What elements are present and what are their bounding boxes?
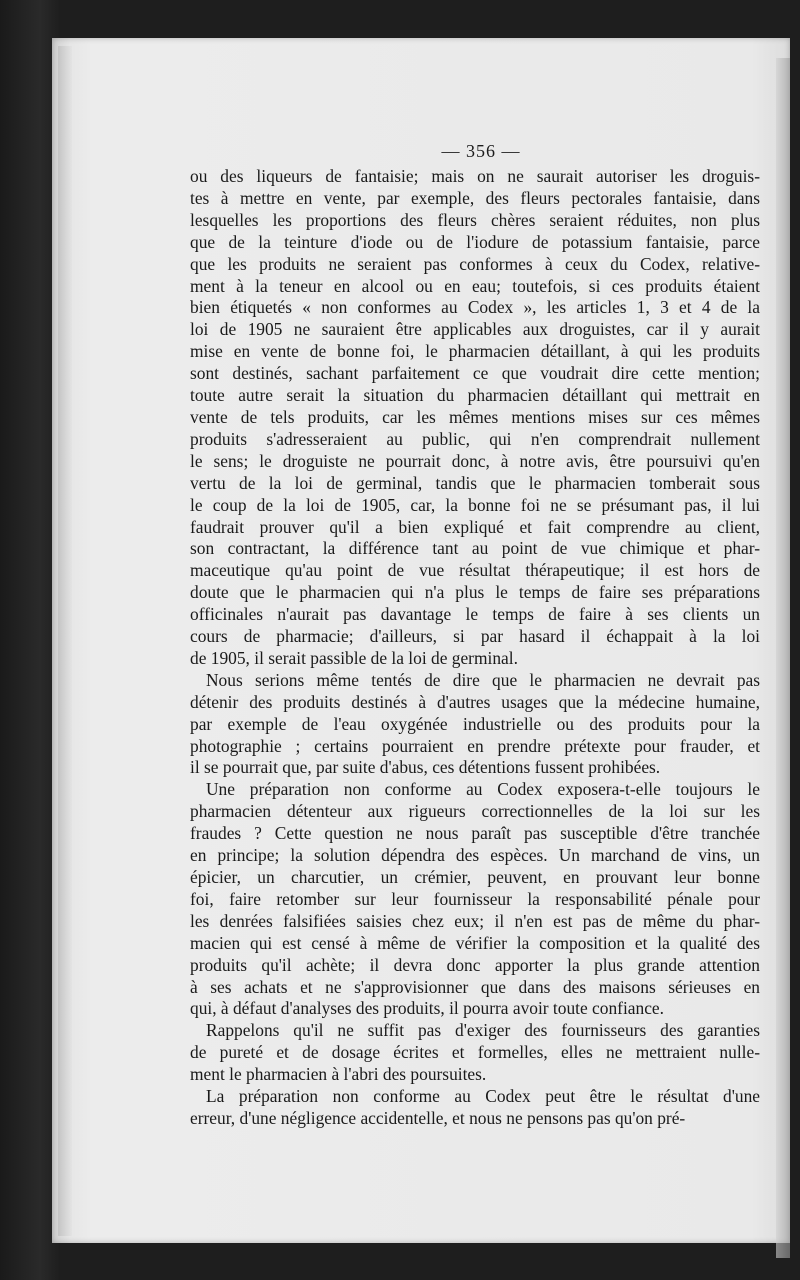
text-line: par exemple de l'eau oxygénée industrielle ou des produits pour la bbox=[190, 713, 760, 734]
text-line: photographie ; certains pourraient en prendre prétexte pour frauder, et bbox=[190, 735, 760, 756]
text-line: produits qu'il achète; il devra donc apporter la plus grande attention bbox=[190, 954, 760, 975]
text-line: erreur, d'une négligence accidentelle, et nous ne pensons pas qu'on pré- bbox=[190, 1107, 686, 1128]
page-number: — 356 — bbox=[441, 141, 521, 161]
text-line: faudrait prouver qu'il a bien expliqué et fait comprendre au client, bbox=[190, 516, 760, 537]
page-gutter bbox=[58, 46, 72, 1236]
text-line: cours de pharmacie; d'ailleurs, si par hasard il échappait à la loi bbox=[190, 626, 760, 647]
page-edge bbox=[776, 58, 790, 1258]
text-line: Nous serions même tentés de dire que le pharmacien ne devrait pas bbox=[206, 669, 760, 690]
text-line: pharmacien détenteur aux rigueurs correctionnelles de la loi sur les bbox=[190, 801, 760, 822]
text-line: mise en vente de bonne foi, le pharmacien détaillant, à qui les produits bbox=[190, 341, 760, 362]
text-line: loi de 1905 ne sauraient être applicables aux droguistes, car il y aurait bbox=[190, 319, 760, 340]
text-line: ment à la teneur en alcool ou en eau; toutefois, si ces produits étaient bbox=[190, 275, 760, 296]
text-line: toute autre serait la situation du pharmacien détaillant qui mettrait en bbox=[190, 385, 760, 406]
text-line: tes à mettre en vente, par exemple, des fleurs pectorales fantaisie, dans bbox=[190, 187, 760, 208]
text-line: épicier, un charcutier, un crémier, peuvent, en prouvant leur bonne bbox=[190, 867, 760, 887]
text-line: à ses achats et ne s'approvisionner que dans des maisons sérieuses en bbox=[190, 976, 760, 997]
text-line: de 1905, il serait passible de la loi de germinal. bbox=[190, 647, 518, 668]
text-line: La préparation non conforme au Codex peut être le résultat d'une bbox=[206, 1086, 760, 1107]
text-line: en principe; la solution dépendra des espèces. Un marchand de vins, un bbox=[190, 845, 760, 866]
text-line: ou des liqueurs de fantaisie; mais on ne saurait autoriser les droguis- bbox=[190, 166, 760, 186]
text-line: vertu de la loi de germinal, tandis que le pharmacien tomberait sous bbox=[190, 472, 760, 493]
body-text bbox=[190, 166, 760, 1130]
text-line: produits s'adresseraient au public, qui n'en comprendrait nullement bbox=[190, 428, 760, 449]
text-line: que les produits ne seraient pas conformes à ceux du Codex, relative- bbox=[190, 253, 760, 274]
text-line: maceutique qu'au point de vue résultat thérapeutique; il est hors de bbox=[190, 560, 760, 581]
text-line: macien qui est censé à même de vérifier la composition et la qualité des bbox=[190, 932, 760, 953]
text-line: détenir des produits destinés à d'autres usages que la médecine humaine, bbox=[190, 691, 760, 712]
text-line: les denrées falsifiées saisies chez eux; il n'en est pas de même du phar- bbox=[190, 910, 760, 931]
text-line: officinales n'aurait pas davantage le temps de faire à ses clients un bbox=[190, 604, 760, 625]
text-line: de pureté et de dosage écrites et formelles, elles ne mettraient nulle- bbox=[190, 1042, 760, 1063]
paragraph bbox=[190, 1086, 760, 1130]
paragraph bbox=[190, 166, 760, 670]
text-line: le coup de la loi de 1905, car, la bonne foi ne se présumant pas, il lui bbox=[190, 494, 760, 515]
text-line: son contractant, la différence tant au point de vue chimique et phar- bbox=[190, 538, 760, 559]
text-line: sont destinés, sachant parfaitement ce que voudrait dire cette mention; bbox=[190, 363, 760, 384]
book-page bbox=[52, 38, 790, 1243]
text-line: Rappelons qu'il ne suffit pas d'exiger des fournisseurs des garanties bbox=[206, 1020, 760, 1041]
paragraph bbox=[190, 1020, 760, 1086]
text-line: lesquelles les proportions des fleurs chères seraient réduites, non plus bbox=[190, 209, 760, 230]
paragraph bbox=[190, 670, 760, 780]
text-line: vente de tels produits, car les mêmes mentions mises sur ces mêmes bbox=[190, 406, 760, 427]
text-line: foi, faire retomber sur leur fournisseur la responsabilité pénale pour bbox=[190, 888, 760, 909]
text-line: il se pourrait que, par suite d'abus, ces détentions fussent prohibées. bbox=[190, 757, 661, 778]
text-line: qui, à défaut d'analyses des produits, il pourra avoir toute confiance. bbox=[190, 998, 664, 1019]
text-line: bien étiquetés « non conformes au Codex », les articles 1, 3 et 4 de la bbox=[190, 297, 760, 318]
text-line: ment le pharmacien à l'abri des poursuites. bbox=[190, 1064, 487, 1085]
paragraph bbox=[190, 779, 760, 1020]
text-line: fraudes ? Cette question ne nous paraît pas susceptible d'être tranchée bbox=[190, 823, 760, 844]
text-line: le sens; le droguiste ne pourrait donc, à notre avis, être poursuivi qu'en bbox=[190, 450, 760, 471]
text-line: que de la teinture d'iode ou de l'iodure de potassium fantaisie, parce bbox=[190, 231, 760, 252]
text-line: doute que le pharmacien qui n'a plus le temps de faire ses préparations bbox=[190, 582, 760, 603]
text-line: Une préparation non conforme au Codex exposera-t-elle toujours le bbox=[206, 779, 760, 800]
